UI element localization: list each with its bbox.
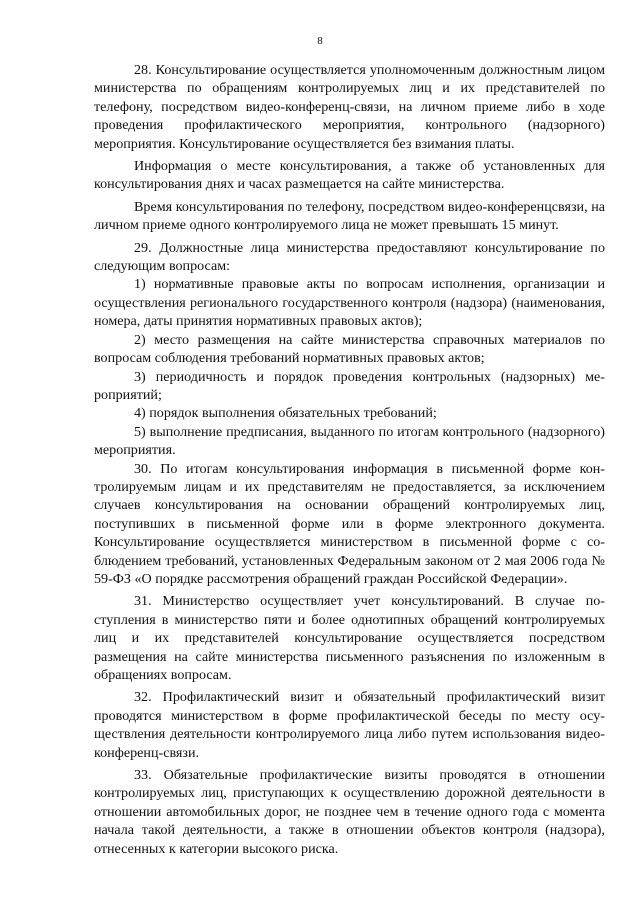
list-item-3: 3) периодичность и порядок проведения контрольных (надзорных) мероприятий; [94, 368, 605, 403]
document-body [94, 61, 605, 858]
list-item-2: 2) место размещения на сайте министерства справочных материалов по вопросам соблюдения требований нормативных правовых актов; [94, 331, 605, 367]
paragraph-32: 32. Профилактический визит и обязательный профилактический визит проводятся министерством в форме профилактической беседы по месту осуществления деятельности контролируемого лица либо путем использования видео-конференц-связи. [94, 689, 605, 761]
paragraph-31: 31. Министерство осуществляет учет консультирований. В случае поступления в министерство пяти и более однотипных обращений контролируемых лиц и их представителей консультирование осуществляется посредством размещения на сайте министерства письменного разъяснения по изложенным в обращениях вопросам. [94, 593, 605, 683]
list-item-4: 4) порядок выполнения обязательных требований; [134, 405, 437, 422]
paragraph-consult-time: Время консультирования по телефону, посредством видео-конференцсвязи, на личном приеме одного контролируемого лица не может превышать 15 минут. [94, 198, 605, 234]
paragraph-30: 30. По итогам консультирования информация в письменной форме контролируемым лицам и их представителям не предоставляется, за исключением случаев консультирования на основании обращений контролируемых лиц, поступивших в письменной форме или в форме электронного документа. Консультирование осуществляется министерством в письменной форме с соблюдением требований, установленных Федеральным законом от 2 мая 2006 года № 59-ФЗ «О порядке рассмотрения обращений граждан Российской Федерации». [94, 460, 605, 587]
list-item-1: 1) нормативные правовые акты по вопросам исполнения, организации и осуществления регионального государственного контроля (надзора) (наименования, номера, даты принятия нормативных правовых актов); [94, 276, 605, 330]
paragraph-28: 28. Консультирование осуществляется уполномоченным должностным лицом министерства по обращениям контролируемых лиц и их представителей по телефону, посредством видео-конференц-связи, на личном приеме либо в ходе проведения профилактического мероприятия, контрольного (надзорного) мероприятия. Консультирование осуществляется без взимания платы. [94, 62, 605, 152]
paragraph-29: 29. Должностные лица министерства предоставляют консультирование по следующим вопросам: [94, 239, 605, 275]
page-number: 8 [317, 35, 323, 47]
paragraph-33: 33. Обязательные профилактические визиты проводятся в отношении контролируемых лиц, приступающих к осуществлению дорожной деятельности в отношении автомобильных дорог, не позднее чем в течение одного года с момента начала такой деятельности, а также в отношении объектов контроля (надзора), отнесенных к категории высокого риска. [94, 767, 605, 857]
list-item-5: 5) выполнение предписания, выданного по итогам контрольного (надзорного) мероприятия. [94, 423, 605, 459]
paragraph-info-place: Информация о месте консультирования, а также об установленных для консультирования днях и часах размещается на сайте министерства. [94, 158, 605, 193]
